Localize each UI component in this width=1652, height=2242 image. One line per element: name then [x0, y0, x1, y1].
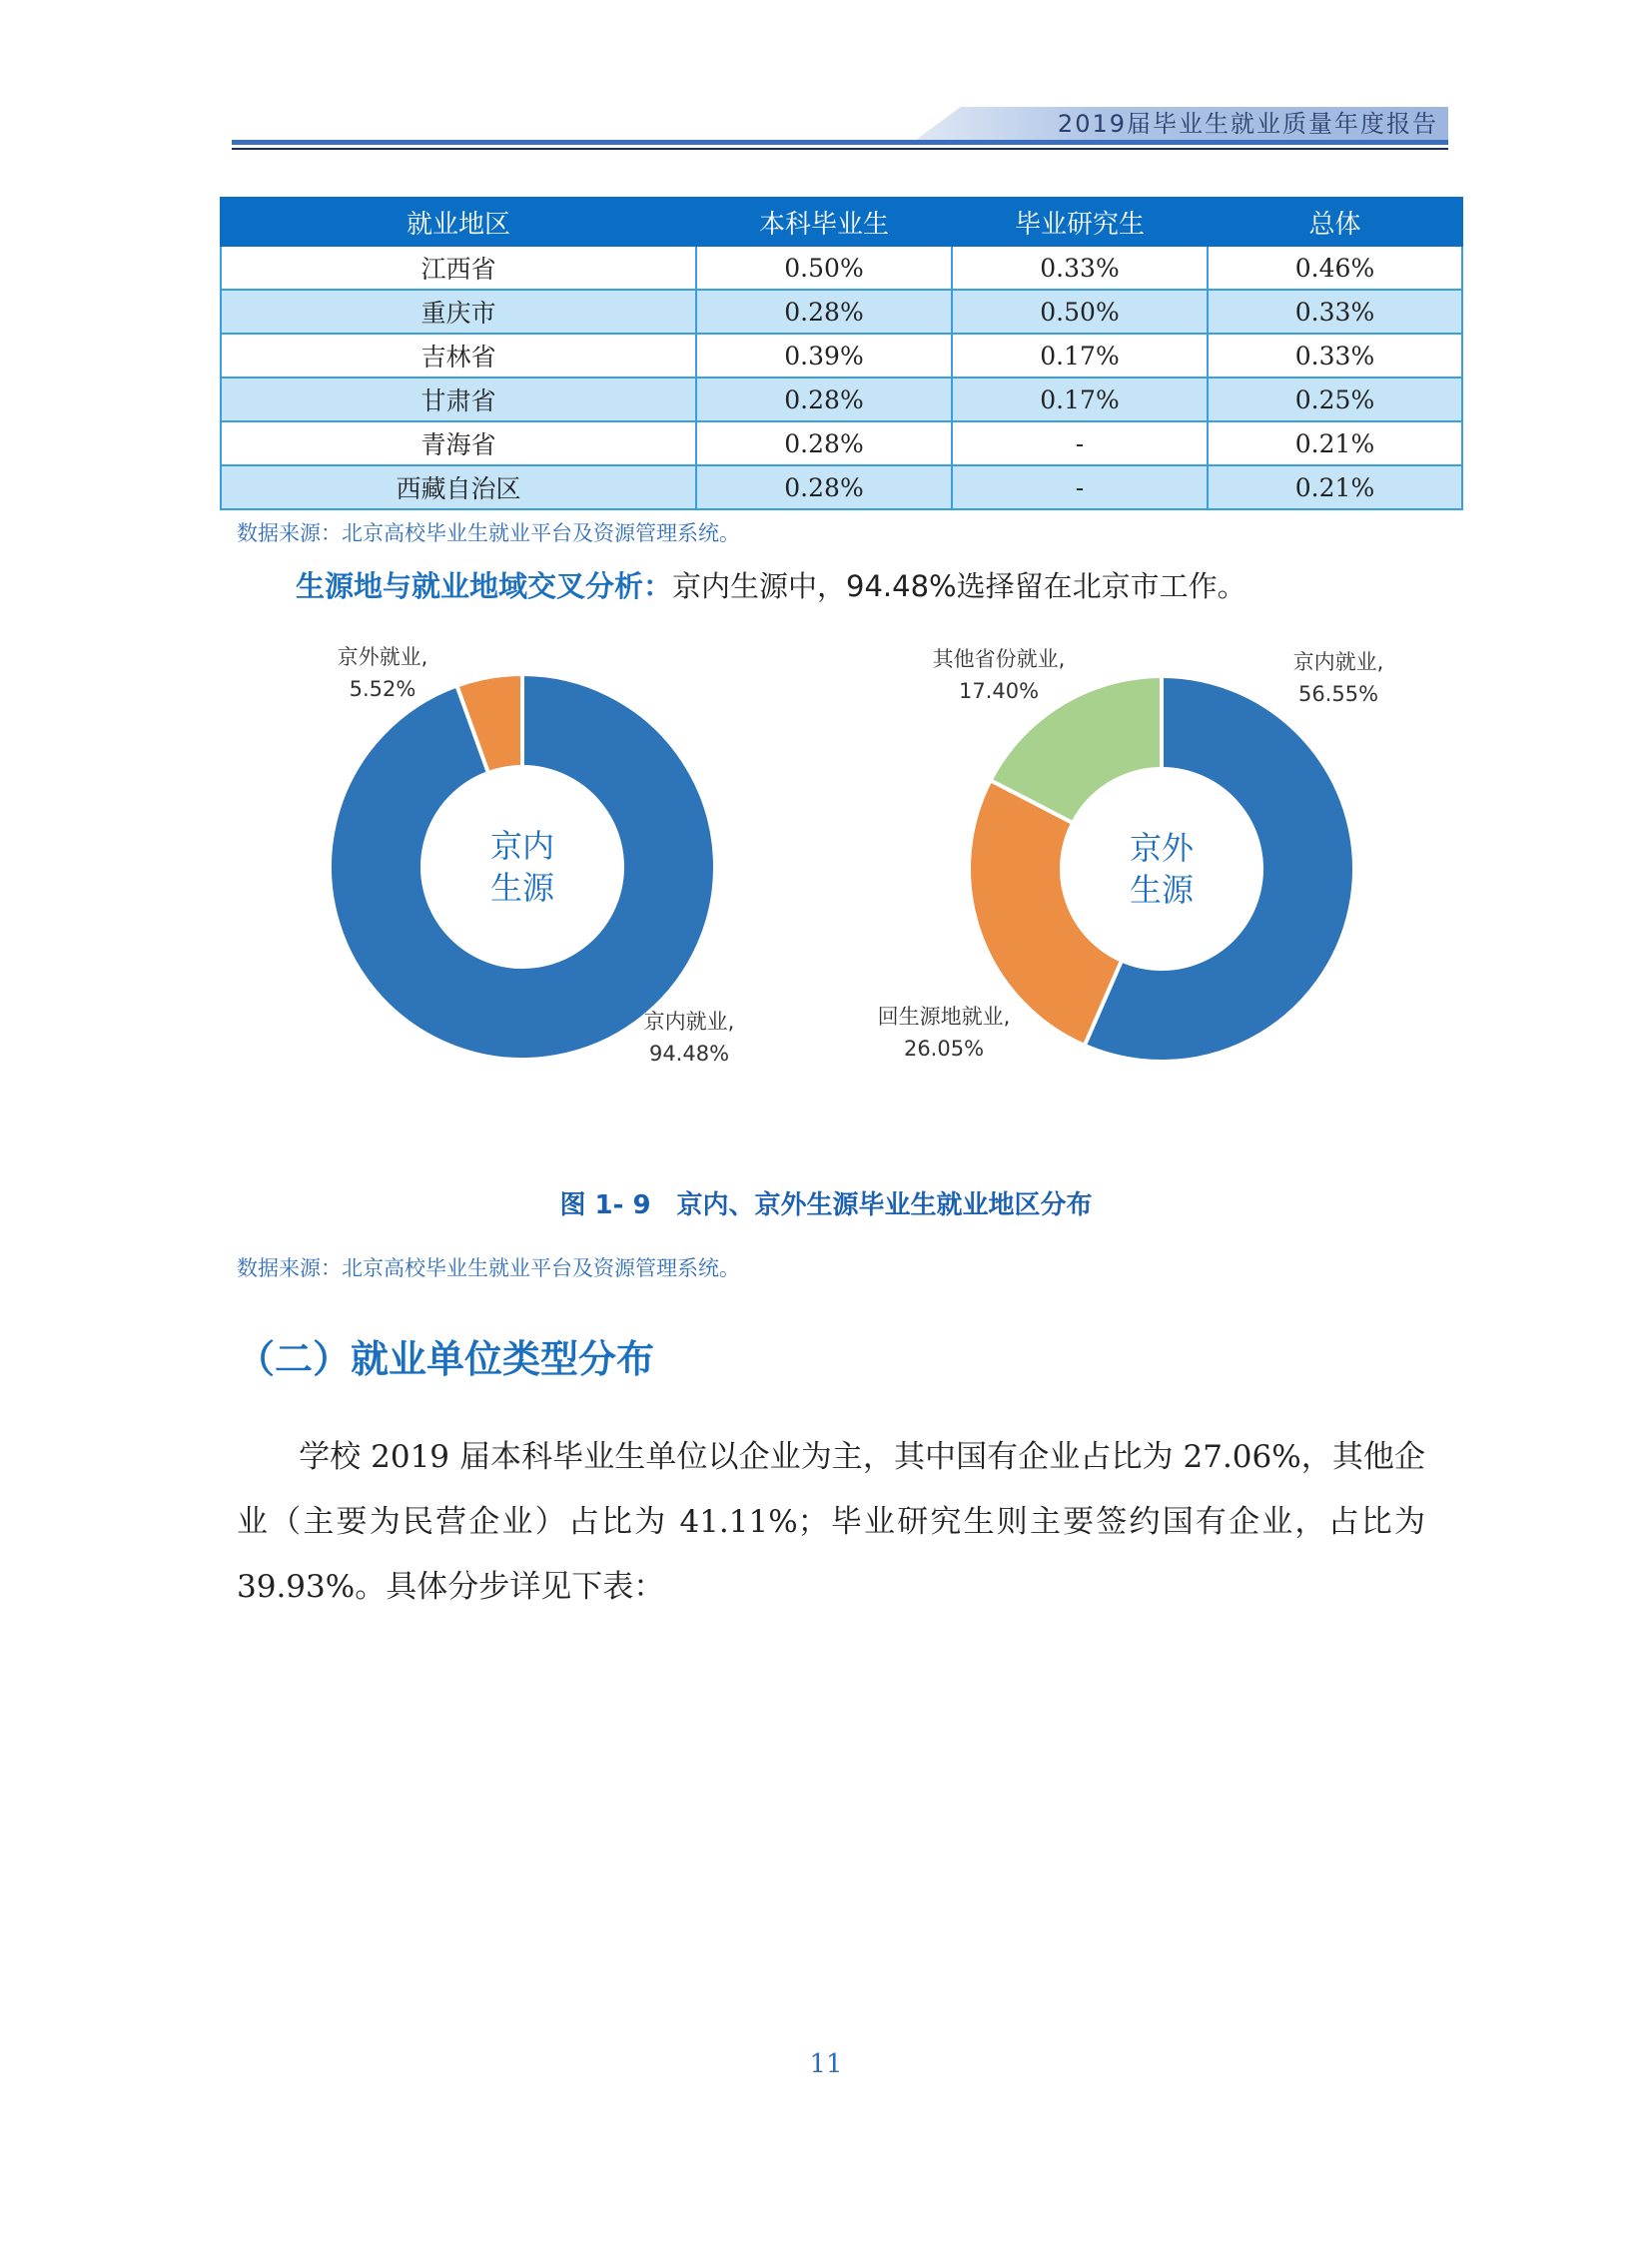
graduate-cell: 0.33% [952, 246, 1208, 290]
table-header-row [221, 198, 1462, 246]
slice-data-label: 京内就业, [643, 1010, 735, 1034]
donut-center-label: 京外 [1129, 829, 1195, 867]
region-cell: 重庆市 [221, 290, 696, 334]
undergrad-cell: 0.28% [696, 421, 952, 465]
region-cell: 青海省 [221, 421, 696, 465]
data-source-note: 数据来源：北京高校毕业生就业平台及资源管理系统。 [237, 521, 740, 545]
table-row [221, 465, 1462, 509]
graduate-cell: - [952, 465, 1208, 509]
data-source-note: 数据来源：北京高校毕业生就业平台及资源管理系统。 [237, 1256, 740, 1280]
employment-region-table [220, 197, 1463, 510]
overall-cell: 0.21% [1208, 465, 1462, 509]
column-header: 本科毕业生 [696, 198, 952, 246]
figure-caption: 图 1- 9 京内、京外生源毕业生就业地区分布 [559, 1190, 1093, 1220]
region-cell: 吉林省 [221, 334, 696, 377]
donut-chart-beijing-origin [330, 645, 734, 1066]
donut-charts [0, 629, 1652, 1099]
slice-data-label: 京外就业, [337, 645, 428, 669]
table-row [221, 290, 1462, 334]
graduate-cell: 0.17% [952, 334, 1208, 377]
donut-center-label: 京内 [489, 827, 555, 865]
slice-data-label: 94.48% [648, 1042, 730, 1066]
region-cell: 西藏自治区 [221, 465, 696, 509]
column-header: 总体 [1208, 198, 1462, 246]
report-header-title: 2019届毕业生就业质量年度报告 [1057, 110, 1438, 138]
header-rule-thick [232, 140, 1448, 145]
overall-cell: 0.25% [1208, 377, 1462, 421]
slice-data-label: 17.40% [958, 679, 1040, 703]
overall-cell: 0.46% [1208, 246, 1462, 290]
analysis-lead: 生源地与就业地域交叉分析： [296, 569, 673, 603]
section-title: （二）就业单位类型分布 [237, 1337, 655, 1381]
donut-center-label: 生源 [489, 869, 555, 907]
page-number: 11 [809, 2049, 843, 2079]
body-paragraph [237, 1425, 1425, 1620]
donut-center-label: 生源 [1129, 871, 1195, 909]
paragraph-text: 学校 2019 届本科毕业生单位以企业为主，其中国有企业占比为 27.06%，其他企业（主要为民营企业）占比为 41.11%；毕业研究生则主要签约国有企业，占比为 39.93%。具体分步详见下表： [237, 1439, 1425, 1605]
slice-data-label: 26.05% [903, 1037, 985, 1061]
undergrad-cell: 0.28% [696, 465, 952, 509]
overall-cell: 0.33% [1208, 290, 1462, 334]
region-cell: 甘肃省 [221, 377, 696, 421]
graduate-cell: 0.17% [952, 377, 1208, 421]
undergrad-cell: 0.50% [696, 246, 952, 290]
undergrad-cell: 0.39% [696, 334, 952, 377]
donut-chart-outside-origin [878, 647, 1384, 1062]
column-header: 就业地区 [221, 198, 696, 246]
slice-data-label: 5.52% [349, 677, 416, 701]
slice-data-label: 京内就业, [1292, 650, 1384, 674]
table-row [221, 377, 1462, 421]
graduate-cell: - [952, 421, 1208, 465]
table-row [221, 421, 1462, 465]
table-row [221, 334, 1462, 377]
undergrad-cell: 0.28% [696, 290, 952, 334]
cross-analysis-paragraph [296, 564, 1246, 605]
slice-data-label: 56.55% [1297, 682, 1379, 706]
slice-data-label: 其他省份就业, [932, 647, 1066, 671]
table-row [221, 246, 1462, 290]
header-rule-thin [232, 148, 1448, 150]
overall-cell: 0.21% [1208, 421, 1462, 465]
analysis-text: 京内生源中，94.48%选择留在北京市工作。 [672, 569, 1246, 603]
undergrad-cell: 0.28% [696, 377, 952, 421]
overall-cell: 0.33% [1208, 334, 1462, 377]
graduate-cell: 0.50% [952, 290, 1208, 334]
region-cell: 江西省 [221, 246, 696, 290]
column-header: 毕业研究生 [952, 198, 1208, 246]
slice-data-label: 回生源地就业, [877, 1005, 1011, 1029]
